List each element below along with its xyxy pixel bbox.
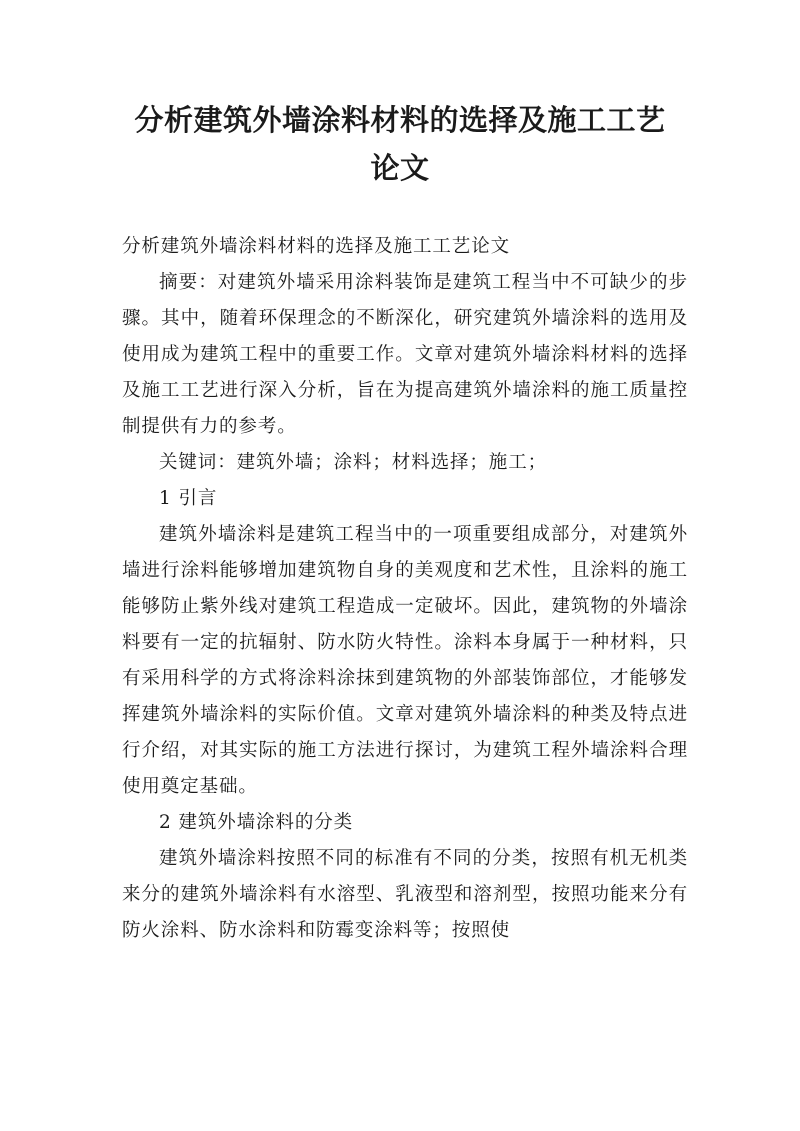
document-body (122, 229, 688, 949)
section-2-paragraph: 建筑外墙涂料按照不同的标准有不同的分类，按照有机无机类来分的建筑外墙涂料有水溶型、乳液型和溶剂型，按照功能来分有防火涂料、防水涂料和防霉变涂料等；按照使 (122, 848, 688, 941)
title-line-2: 论文 (370, 151, 430, 185)
section-1-paragraph: 建筑外墙涂料是建筑工程当中的一项重要组成部分，对建筑外墙进行涂料能够增加建筑物自身的美观度和艺术性，且涂料的施工能够防止紫外线对建筑工程造成一定破坏。因此，建筑物的外墙涂料要有一定的抗辐射、防水防火特性。涂料本身属于一种材料，只有采用科学的方式将涂料涂抹到建筑物的外部装饰部位，才能够发挥建筑外墙涂料的实际价值。文章对建筑外墙涂料的种类及特点进行介绍，对其实际的施工方法进行探讨，为建筑工程外墙涂料合理使用奠定基础。 (122, 524, 688, 797)
keywords-paragraph: 关键词：建筑外墙；涂料；材料选择；施工； (159, 452, 548, 473)
document-title (100, 96, 700, 192)
abstract-paragraph: 摘要：对建筑外墙采用涂料装饰是建筑工程当中不可缺少的步骤。其中，随着环保理念的不断深化，研究建筑外墙涂料的选用及使用成为建筑工程中的重要工作。文章对建筑外墙涂料材料的选择及施工工艺进行深入分析，旨在为提高建筑外墙涂料的施工质量控制提供有力的参考。 (122, 272, 688, 437)
subtitle: 分析建筑外墙涂料材料的选择及施工工艺论文 (122, 236, 511, 257)
title-line-1: 分析建筑外墙涂料材料的选择及施工工艺 (134, 103, 666, 137)
section-2-heading: 2 建筑外墙涂料的分类 (159, 812, 354, 833)
section-1-heading: 1 引言 (159, 488, 218, 509)
